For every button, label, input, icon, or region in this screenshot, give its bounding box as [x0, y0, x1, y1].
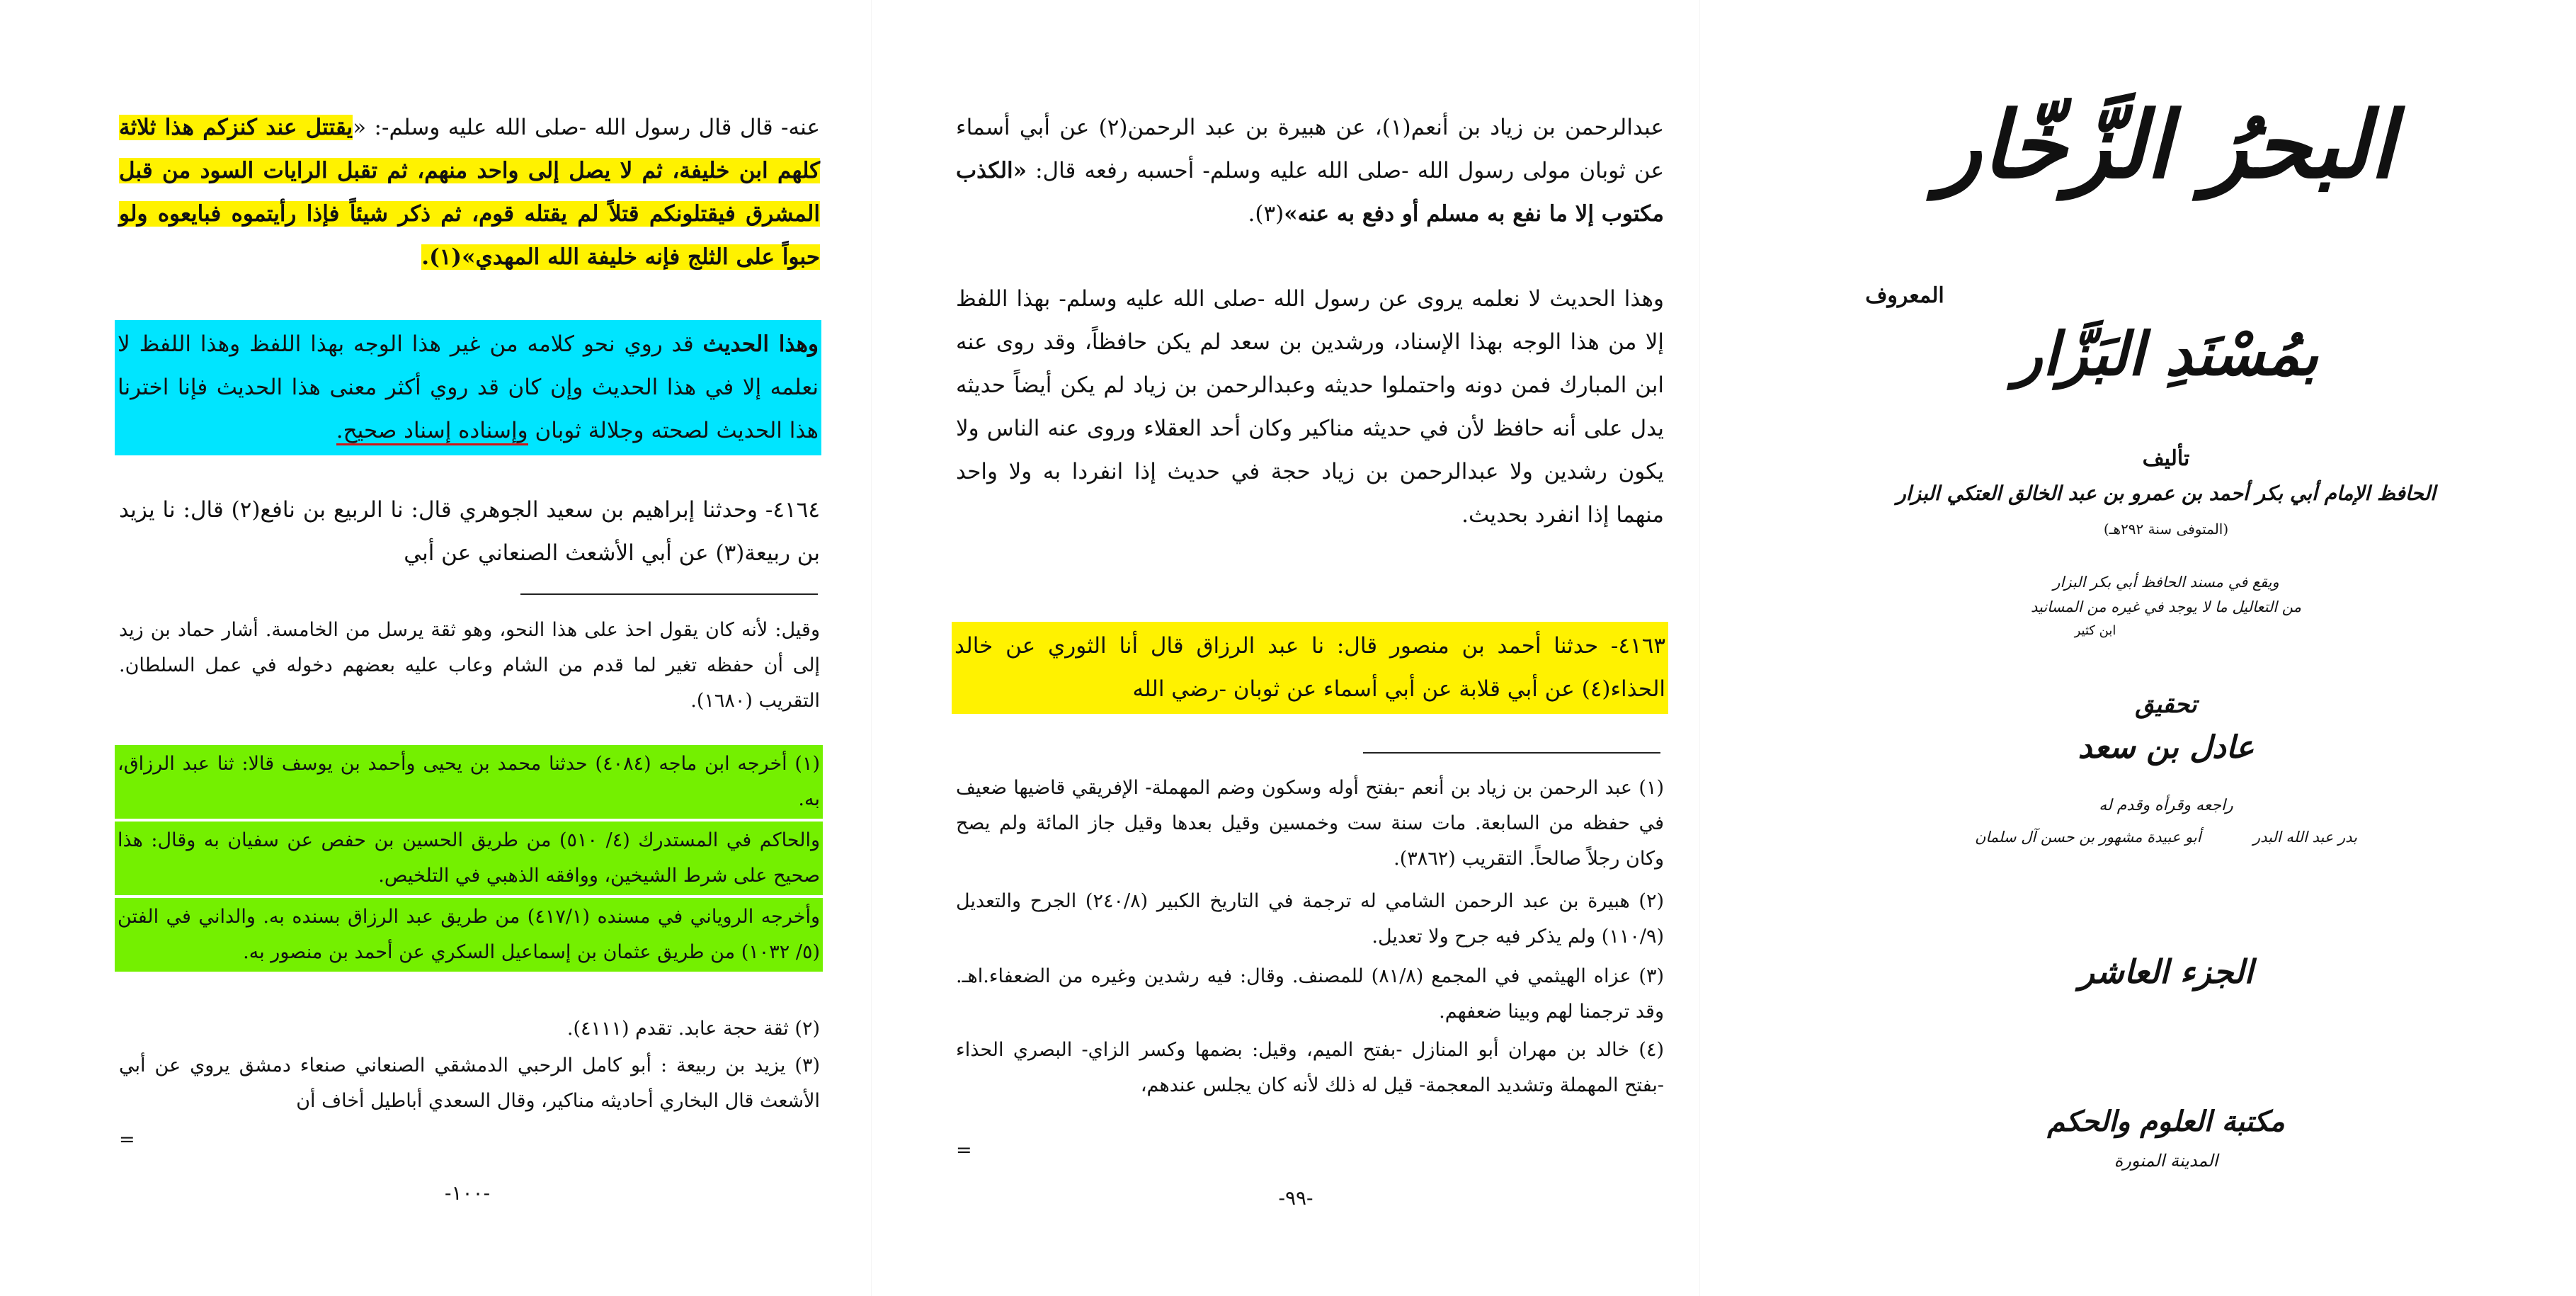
- left-equals: =: [119, 1129, 135, 1151]
- book-subtitle: بمُسْنَدِ البَزَّار: [2013, 319, 2319, 389]
- left-footnote-rule: [520, 593, 818, 595]
- hadith-4164: ٤١٦٤- وحدثنا إبراهيم بن سعيد الجوهري قال: نا الربيع بن نافع(٢) قال: نا يزيد بن ربيعة(٣) عن أبي الأشعث الصنعاني عن أبي: [119, 497, 821, 566]
- left-para-2-lead: وهذا الحديث: [702, 331, 819, 357]
- known-as-label: المعروف: [1865, 283, 1944, 308]
- tahqiq-label: تحقيق: [2135, 690, 2197, 719]
- left-para-1-end: »(١).: [421, 244, 476, 270]
- quote-line-1: ويقع في مسند الحافظ أبي بكر البزار: [2053, 574, 2279, 591]
- left-para-2-text: قد روي نحو كلامه من غير هذا الوجه بهذا اللفظ وهذا اللفظ لا نعلمه إلا في هذا الحديث وإن كان قد روي أكثر معنى هذا الحديث فإنا اخترنا هذا الحديث لصحته وجلالة ثوبان: [118, 331, 819, 443]
- left-fn-3: (٣) يزيد بن ربيعة : أبو كامل الرحبي الدمشقي الصنعاني صنعاء دمشق يروي عن أبي الأشعث قال البخاري أحاديثه مناكير، وقال السعدي أباطيل أخاف أن: [119, 1055, 820, 1112]
- author-name: الحافظ الإمام أبي بكر أحمد بن عمرو بن عبد الخالق العتكي البزار: [1896, 482, 2436, 505]
- publisher-name: مكتبة العلوم والحكم: [2047, 1105, 2285, 1138]
- mid-para-1-text: عبدالرحمن بن زياد بن أنعم(١)، عن هبيرة بن عبد الرحمن(٢) عن أبي أسماء عن ثوبان مولى رسول الله -صلى الله عليه وسلم- أحسبه رفعه قال:: [956, 115, 1664, 183]
- mid-footnote-rule: [1363, 752, 1660, 754]
- volume-label: الجزء العاشر: [2078, 953, 2254, 991]
- left-page-number: -١٠٠-: [444, 1181, 491, 1205]
- reviewers: [1728, 829, 2576, 846]
- reviewer-2: أبو عبيدة مشهور بن حسن آل سلمان: [1974, 829, 2201, 846]
- page-100: [0, 0, 871, 1296]
- mid-fn-2: (٢) هبيرة بن عبد الرحمن الشامي له ترجمة في التاريخ الكبير (٢٤٠/٨) الجرح والتعديل (١١٠/٩) ولم يذكر فيه جرح ولا تعديل.: [956, 890, 1664, 948]
- left-fn-1a: (١) أخرجه ابن ماجه (٤٠٨٤) حدثنا محمد بن يحيى وأحمد بن يوسف قالا: ثنا عبد الرزاق، به.: [115, 745, 823, 819]
- author-death: (المتوفى سنة ٢٩٢هـ): [2103, 521, 2229, 538]
- mid-para-2: وهذا الحديث لا نعلمه يروى عن رسول الله -صلى الله عليه وسلم- بهذا اللفظ إلا من هذا الوجه بهذا الإسناد، ورشدين بن سعد لم يكن حافظاً، وقد روى عنه ابن المبارك فمن دونه واحتملوا حديثه وعبدالرحمن بن زياد لم يكن أيضاً حديثه يدل على أنه حافظ لأن في حديثه مناكير وكان أحد العقلاء وروى عنه الناس ولا يكون رشدين ولا عبدالرحمن بن زياد حجة في حديث إذا انفردا به ولا واحد منهما إذا انفرد بحديث.: [956, 286, 1664, 528]
- page-99: [871, 0, 1685, 1296]
- mid-fn-4: (٤) خالد بن مهران أبو المنازل -بفتح الميم، وقيل: بضمها وكسر الزاي- البصري الحذاء -بفتح المهملة وتشديد المعجمة- قيل له ذلك لأنه كان يجلس عندهم،: [956, 1039, 1664, 1096]
- left-fn-1b: والحاكم في المستدرك (٤/ ٥١٠) من طريق الحسين بن حفص عن سفيان به وقال: هذا صحيح على شرط الشيخين، ووافقه الذهبي في التلخيص.: [115, 822, 823, 895]
- left-fn-continue: وقيل: لأنه كان يقول احذ على هذا النحو، وهو ثقة يرسل من الخامسة. أشار حماد بن زيد إلى أن حفظه تغير لما قدم من الشام وعاب عليه بعضهم دخوله في عمل السلطان. التقريب (١٦٨٠).: [119, 619, 820, 712]
- left-para-1-highlight: يقتتل عند كنزكم هذا ثلاثة كلهم ابن خليفة، ثم لا يصل إلى واحد منهم، ثم تقبل الرايات السود من قبل المشرق فيقتلونكم قتلاً لم يقتله قوم، ثم ذكر شيئاً فإذا رأيتموه فبايعوه ولو حبواً على الثلج فإنه خليفة الله المهدي: [119, 115, 820, 270]
- left-para-2: [115, 320, 821, 455]
- reviewer-1: بدر عبد الله البدر: [2252, 829, 2358, 846]
- publisher-city: المدينة المنورة: [2114, 1151, 2218, 1171]
- mid-page-number: -٩٩-: [1278, 1186, 1313, 1210]
- hadith-4163: ٤١٦٣- حدثنا أحمد بن منصور قال: نا عبد الرزاق قال أنا الثوري عن خالد الحذاء(٤) عن أبي قلابة عن أبي أسماء عن ثوبان -رضي الله: [952, 622, 1668, 714]
- left-para-1: [119, 106, 820, 279]
- mid-para-1-end: (٣).: [1248, 201, 1284, 227]
- left-fn-1c: وأخرجه الروياني في مسنده (٤١٧/١) من طريق عبد الرزاق بسنده به. والداني في الفتن (٥/ ١٠٣٢) من طريق عثمان بن إسماعيل السكري عن أحمد بن منصور به.: [115, 898, 823, 972]
- reviewed-label: راجعه وقرأه وقدم له: [2099, 797, 2233, 814]
- quote-line-3: ابن كثير: [2074, 623, 2116, 638]
- title-page: [1699, 0, 2576, 1296]
- left-fn-2: (٢) ثقة حجة عابد. تقدم (٤١١١).: [566, 1018, 820, 1040]
- by-label: تأليف: [2142, 446, 2190, 471]
- book-title: البحرُ الزَّخّار: [1937, 91, 2395, 199]
- mid-equals: =: [956, 1139, 972, 1161]
- mid-para-1-bold: «الكذب مكتوب إلا ما نفع به مسلم أو دفع به عنه»: [956, 158, 1664, 227]
- left-para-2-underlined: وإسناده إسناد صحيح.: [336, 418, 528, 445]
- editor-name: عادل بن سعد: [2078, 729, 2255, 766]
- mid-para-1: [956, 106, 1664, 236]
- mid-fn-3: (٣) عزاه الهيثمي في المجمع (٨١/٨) للمصنف. وقال: فيه رشدين وغيره من الضعفاء.اهـ. وقد ترجمنا لهم وبينا ضعفهم.: [956, 965, 1664, 1023]
- quote-line-2: من التعاليل ما لا يوجد في غيره من المسانيد: [2030, 598, 2302, 615]
- mid-fn-1: (١) عبد الرحمن بن زياد بن أنعم -بفتح أوله وسكون وضم المهملة- الإفريقي قاضيها ضعيف في حفظه من السابعة. مات سنة ست وخمسين وقيل بعدها وقيل جاز المائة ولم يصح وكان رجلاً صالحاً. التقريب (٣٨٦٢).: [956, 777, 1664, 870]
- left-para-1-intro: عنه- قال قال رسول الله -صلى الله عليه وسلم-: «: [353, 115, 820, 140]
